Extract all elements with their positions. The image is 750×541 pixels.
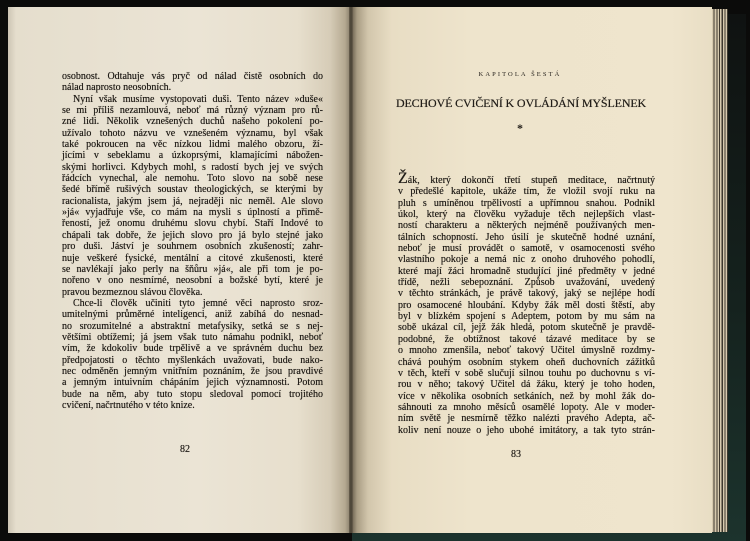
- line-text: Chce-li člověk učiniti tyto jemné věci naprosto sroz-: [73, 297, 323, 309]
- line-text: ák, který dokončí třetí stupeň meditace, načrtnutý: [407, 175, 655, 186]
- text-line: [398, 170, 655, 187]
- paragraph: [62, 94, 323, 298]
- paragraph: [398, 170, 655, 436]
- text-line: [62, 355, 323, 366]
- line-text: bude na něm, aby tuto stopu sledoval pomocí trojitého: [62, 388, 323, 400]
- text-line: [398, 402, 655, 413]
- text-line: [62, 82, 323, 93]
- line-text: racionalista, jakým jsem já, nejraději nic neměl. Ale slovo: [62, 195, 323, 207]
- line-text: třídě, nežli sebepoznání. Způsob uvažování, uvedený: [398, 277, 655, 289]
- line-text: jícími v sebeklamu a úzkoprsými, klamajícími nábožen-: [62, 150, 323, 162]
- line-text: v předešlé kapitole, ukáže tím, že vložil svojí ruku na: [398, 186, 655, 198]
- text-line: [398, 379, 655, 390]
- line-text: úkol, který na člověku vyžaduje těch nejlepších vlast-: [398, 209, 655, 221]
- text-line: [398, 198, 655, 209]
- text-line: [398, 425, 655, 436]
- text-line: [62, 287, 323, 298]
- text-line: [62, 173, 323, 184]
- text-line: [62, 389, 323, 400]
- line-text: které mají žáci hromadně studující jiné předměty v jedné: [398, 265, 655, 277]
- drop-cap: Ž: [398, 170, 408, 187]
- line-text: nuje veškeré fysické, mentální a citové zkušenosti, které: [62, 252, 323, 264]
- line-text: byl v blízkém spojení s Adeptem, potom by mu sám na: [398, 311, 655, 323]
- text-line: [398, 232, 655, 243]
- line-text: sáhnouti za mnoho měsíců osamělé lopoty. Ale v moder-: [398, 401, 655, 413]
- line-text: vlastního pokoje a nemá nic z onoho druhového pohodlí,: [398, 254, 655, 266]
- line-text: pluh s umíněnou trpělivostí a upřímnou snahou. Podnikl: [398, 197, 655, 209]
- left-page-body-text: [62, 71, 323, 411]
- text-line: [62, 162, 323, 173]
- line-text: chává pouhým osobním stykem oheň duchovních zážitků: [398, 356, 655, 368]
- chapter-label: KAPITOLA ŠESTÁ: [478, 71, 562, 78]
- text-line: [62, 332, 323, 343]
- line-text: v těchto stránkách, je právě takový, jaký se nejlépe hodí: [398, 288, 655, 300]
- line-text: Nyní však musíme vystopovati duši. Tento název »duše«: [73, 93, 323, 105]
- text-line: [398, 209, 655, 220]
- line-text: nec odměněn jemným vnitřním poznáním, že jsou pravdivé: [62, 365, 323, 377]
- text-line: [398, 186, 655, 197]
- text-line: [398, 266, 655, 277]
- line-text: většími obtížemi; já jsem však tuto námahu podnikl, neboť: [62, 331, 323, 343]
- text-line: [62, 150, 323, 161]
- line-text: tálních schopností. Jeho úsilí je skutečně hodné uznání,: [398, 231, 655, 243]
- line-text: nálad naprosto neosobních.: [62, 82, 172, 94]
- line-text: užívalo tohoto názvu ve vznešeném významu, byl však: [62, 127, 323, 139]
- line-text: »já« vyjadřuje vše, co mám na mysli s úplností a přimě-: [62, 207, 323, 219]
- text-line: [62, 343, 323, 354]
- line-text: vím, že kdokoliv bude trpělivě a ve správném duchu bez: [62, 343, 323, 355]
- line-text: cvičení, načrtnutého v této knize.: [62, 399, 195, 411]
- line-text: umitelnými průměrné inteligenci, aniž zabíhá do nesnad-: [62, 309, 323, 321]
- text-line: [62, 128, 323, 139]
- line-text: a jemným intuivním chápáním jejich významnosti. Potom: [62, 377, 323, 389]
- text-line: [62, 241, 323, 252]
- text-line: [62, 218, 323, 229]
- text-line: [398, 288, 655, 299]
- line-text: se mi příliš nezamlouvá, neboť má různý význam pro rů-: [62, 105, 323, 117]
- text-line: [62, 184, 323, 195]
- line-text: nořeno v ono nesmírné, neosobní a božské bytí, které je: [62, 275, 323, 287]
- text-line: [398, 345, 655, 356]
- line-text: o mnoho zmenšila, neboť takový Učitel úmyslně rozdmy-: [398, 345, 655, 357]
- text-line: [398, 413, 655, 424]
- line-text: více v několika osobních setkáních, než by mohl žák do-: [398, 390, 655, 402]
- text-line: [62, 207, 323, 218]
- text-line: [62, 139, 323, 150]
- page-number-right: 83: [511, 449, 521, 460]
- line-text: šedé břímě rušivých soustav theologických, se kterými by: [62, 184, 323, 196]
- text-line: [62, 400, 323, 411]
- text-line: [398, 368, 655, 379]
- line-text: také pokroucen na věc nízkou lidmi malého obzoru, ží-: [62, 139, 323, 151]
- line-text: chápali tak dobře, že jejich slovo pro já bylo stejné jako: [62, 229, 323, 241]
- line-text: sobě ukázal cíl, jejž žák hledá, potom skutečně je pravdě-: [398, 322, 655, 334]
- line-text: podobné, že obtížnost takové tázavé meditace by se: [398, 333, 655, 345]
- page-edges: [712, 9, 728, 532]
- line-text: pro osamocené hloubání. Kdyby žák měl dosti štěstí, aby: [398, 299, 655, 311]
- text-line: [62, 196, 323, 207]
- text-line: [62, 366, 323, 377]
- line-text: řádcích vynechal, ale nemohu. Toto slovo na sobě nese: [62, 173, 323, 185]
- text-line: [62, 116, 323, 127]
- text-line: [398, 391, 655, 402]
- line-text: koliv není nouze o jeho ubohé imitátory, a tak tyto strán-: [398, 424, 655, 436]
- line-text: pravou bezmeznou slávou člověka.: [62, 286, 203, 298]
- line-text: skými horlivci. Kdybych mohl, s radostí bych jej ve svých: [62, 161, 323, 173]
- book-spine: [349, 7, 353, 533]
- line-text: ním světě je nesmírně těžko nalézti pravého Adepta, ač-: [398, 413, 655, 425]
- line-text: ností charakteru a některých nejméně používaných men-: [398, 220, 655, 232]
- line-text: se navlékají jako perly na šňůru »já«, ale při tom je po-: [62, 263, 323, 275]
- right-page-body-text: [398, 170, 655, 436]
- text-line: [62, 321, 323, 332]
- text-line: [62, 377, 323, 388]
- line-text: předpojatosti o těchto myšlenkách uvažovati, bude nako-: [62, 354, 323, 366]
- text-line: [62, 253, 323, 264]
- text-line: [398, 220, 655, 231]
- text-line: [398, 254, 655, 265]
- text-line: [62, 105, 323, 116]
- chapter-title: DECHOVÉ CVIČENÍ K OVLÁDÁNÍ MYŠLENEK: [395, 96, 647, 110]
- text-line: [62, 71, 323, 82]
- page-number-left: 82: [180, 444, 190, 455]
- text-line: [62, 94, 323, 105]
- ornament-asterisk: *: [517, 121, 523, 135]
- paragraph: [62, 298, 323, 411]
- text-line: [62, 309, 323, 320]
- line-text: no srozumitelné a abstraktní metafysiky, setká se s nej-: [62, 320, 323, 332]
- text-line: [62, 230, 323, 241]
- text-line: [62, 275, 323, 286]
- text-line: [398, 300, 655, 311]
- line-text: v těch, kteří v sobě slučují silnou touhu po duchovnu s ví-: [398, 367, 655, 379]
- text-line: [398, 243, 655, 254]
- paragraph: [62, 71, 323, 94]
- line-text: rou v něho; takový Učitel dá žáku, který je toho hoden,: [398, 379, 655, 391]
- text-line: [62, 298, 323, 309]
- line-text: řeností, jež onomu druhému slovu chybí. Staří Indové to: [62, 218, 323, 230]
- text-line: [62, 264, 323, 275]
- line-text: neboť je musí provádět o samotě, v osamocenosti svého: [398, 243, 655, 255]
- line-text: pro duši. Jáství je souhrnem osobních zkušeností; zahr-: [62, 241, 323, 253]
- text-line: [398, 311, 655, 322]
- text-line: [398, 357, 655, 368]
- text-line: [398, 277, 655, 288]
- text-line: [398, 334, 655, 345]
- text-line: [398, 322, 655, 333]
- line-text: osobnost. Odtahuje vás pryč od nálad čistě osobních do: [62, 71, 323, 82]
- line-text: zné lidi. Několik vznešených duchů našeho pokolení po-: [62, 116, 323, 128]
